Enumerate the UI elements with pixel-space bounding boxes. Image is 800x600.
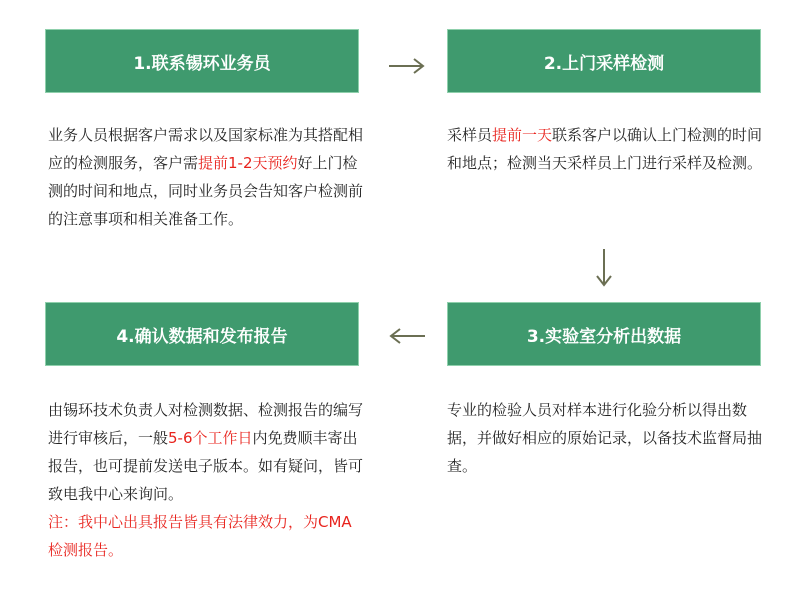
step-1-title: 1.联系锡环业务员: [133, 53, 271, 74]
step-3-desc-text: 专业的检验人员对样本进行化验分析以得出数据，并做好相应的原始记录，以备技术监督局抽查。: [447, 401, 763, 475]
step-1-desc-text-2: 好上门检测的时间和地点，同时业务员会告知客户检测前的注意事项和相关准备工作。: [48, 154, 364, 228]
step-4-desc-text-2: 内免费顺丰寄出报告，也可提前发送电子版本。如有疑问，皆可致电我中心来询问。: [48, 429, 364, 503]
step-4-desc-text: 由锡环技术负责人对检测数据、检测报告的编写进行审核后，一般: [48, 401, 364, 447]
down-arrow-icon: [593, 248, 615, 288]
step-3-description: [447, 396, 765, 480]
step-3-title: 3.实验室分析出数据: [526, 326, 682, 347]
step-2-title: 2.上门采样检测: [543, 53, 665, 74]
step-2-box: [447, 29, 761, 93]
step-4-note: 注：我中心出具报告皆具有法律效力，为CMA检测报告。: [48, 513, 352, 559]
step-3-box: [447, 302, 761, 366]
step-1-desc-text: 业务人员根据客户需求以及国家标准为其搭配相应的检测服务，客户需: [48, 126, 364, 172]
step-1-box: [45, 29, 359, 93]
right-arrow-icon: [388, 55, 426, 77]
step-2-description: [447, 121, 765, 177]
step-4-title: 4.确认数据和发布报告: [116, 326, 288, 347]
step-2-desc-highlight: 提前一天: [492, 126, 553, 144]
step-2-desc-text: 采样员: [447, 126, 493, 144]
step-1-description: [48, 121, 366, 233]
left-arrow-icon: [388, 325, 426, 347]
step-4-desc-highlight: 5-6个工作日: [168, 429, 253, 447]
step-4-box: [45, 302, 359, 366]
step-2-desc-text-2: 联系客户以确认上门检测的时间和地点；检测当天采样员上门进行采样及检测。: [447, 126, 763, 172]
step-4-description: [48, 396, 366, 564]
step-1-desc-highlight: 提前1-2天预约: [198, 154, 298, 172]
